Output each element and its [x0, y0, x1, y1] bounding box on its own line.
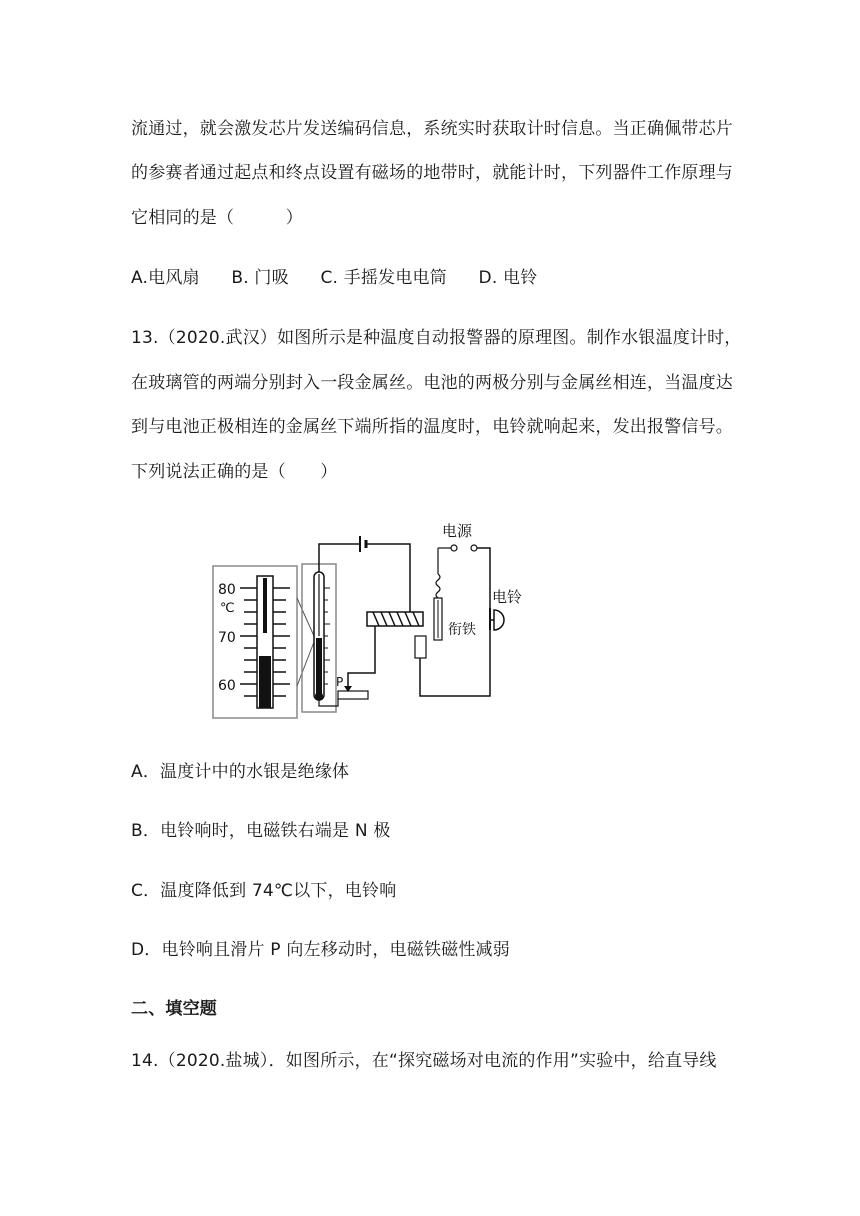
slider-label: P — [336, 675, 344, 689]
q12-line-1: 流通过，就会激发芯片发送编码信息，系统实时获取计时信息。当正确佩带芯片 — [131, 119, 733, 139]
bell-icon — [494, 610, 504, 630]
scale-label-70: 70 — [218, 630, 236, 646]
q12-option-b: B. 门吸 — [231, 268, 289, 288]
scale-wire — [263, 578, 267, 633]
thermometer-bulb — [315, 692, 323, 700]
armature-label: 衔铁 — [448, 622, 476, 638]
q13-option-d: D．电铃响且滑片 P 向左移动时，电磁铁磁性减弱 — [131, 940, 510, 960]
circuit-diagram — [210, 518, 530, 723]
wire-coil-to-slider — [348, 626, 375, 686]
q12-option-c: C. 手摇发电电筒 — [320, 268, 447, 288]
q12-line-3: 它相同的是（ ） — [131, 208, 303, 228]
leader-line-top — [297, 598, 314, 636]
wire-power-right — [477, 548, 490, 608]
rheostat — [338, 691, 368, 699]
q12-option-a: A.电风扇 — [131, 268, 200, 288]
q13-line-4: 下列说法正确的是（ ） — [131, 462, 338, 482]
leader-line-bottom — [297, 642, 314, 686]
wire-bottom-loop — [420, 630, 490, 696]
armature-pivot — [415, 636, 426, 658]
q13-option-b: B．电铃响时，电磁铁右端是 N 极 — [131, 821, 391, 841]
q12-options — [131, 266, 537, 290]
scale-label-60: 60 — [218, 678, 236, 694]
q13-line-3: 到与电池正极相连的金属丝下端所指的温度时，电铃就响起来，发出报警信号。 — [131, 417, 733, 437]
q12-line-2: 的参赛者通过起点和终点设置有磁场的地带时，就能计时，下列器件工作原理与 — [131, 163, 733, 183]
q12-option-d: D. 电铃 — [478, 268, 538, 288]
section-title-fill-blank: 二、填空题 — [131, 999, 217, 1019]
thermometer-ticks — [324, 588, 330, 684]
power-terminal-right — [471, 545, 477, 551]
scale-label-unit: ℃ — [220, 601, 235, 616]
alarm-circuit-figure — [210, 518, 530, 723]
q13-line-1: 13.（2020.武汉）如图所示是种温度自动报警器的原理图。制作水银温度计时， — [131, 328, 742, 348]
thermometer-mercury — [316, 638, 322, 696]
q14-line-1: 14.（2020.盐城）．如图所示，在“探究磁场对电流的作用”实验中，给直导线 — [131, 1051, 717, 1071]
spring — [436, 574, 440, 598]
bell-label: 电铃 — [492, 588, 523, 606]
q13-option-a: A．温度计中的水银是绝缘体 — [131, 762, 350, 782]
scale-label-80: 80 — [218, 582, 236, 598]
wire-bulb-to-rheostat — [319, 699, 338, 706]
scale-mercury — [259, 656, 271, 708]
wire-battery-left — [319, 544, 360, 572]
power-terminal-left — [451, 545, 457, 551]
q13-option-c: C．温度降低到 74℃以下，电铃响 — [131, 881, 397, 901]
q13-line-2: 在玻璃管的两端分别封入一段金属丝。电池的两极分别与金属丝相连，当温度达 — [131, 373, 733, 393]
power-label: 电源 — [442, 522, 473, 540]
